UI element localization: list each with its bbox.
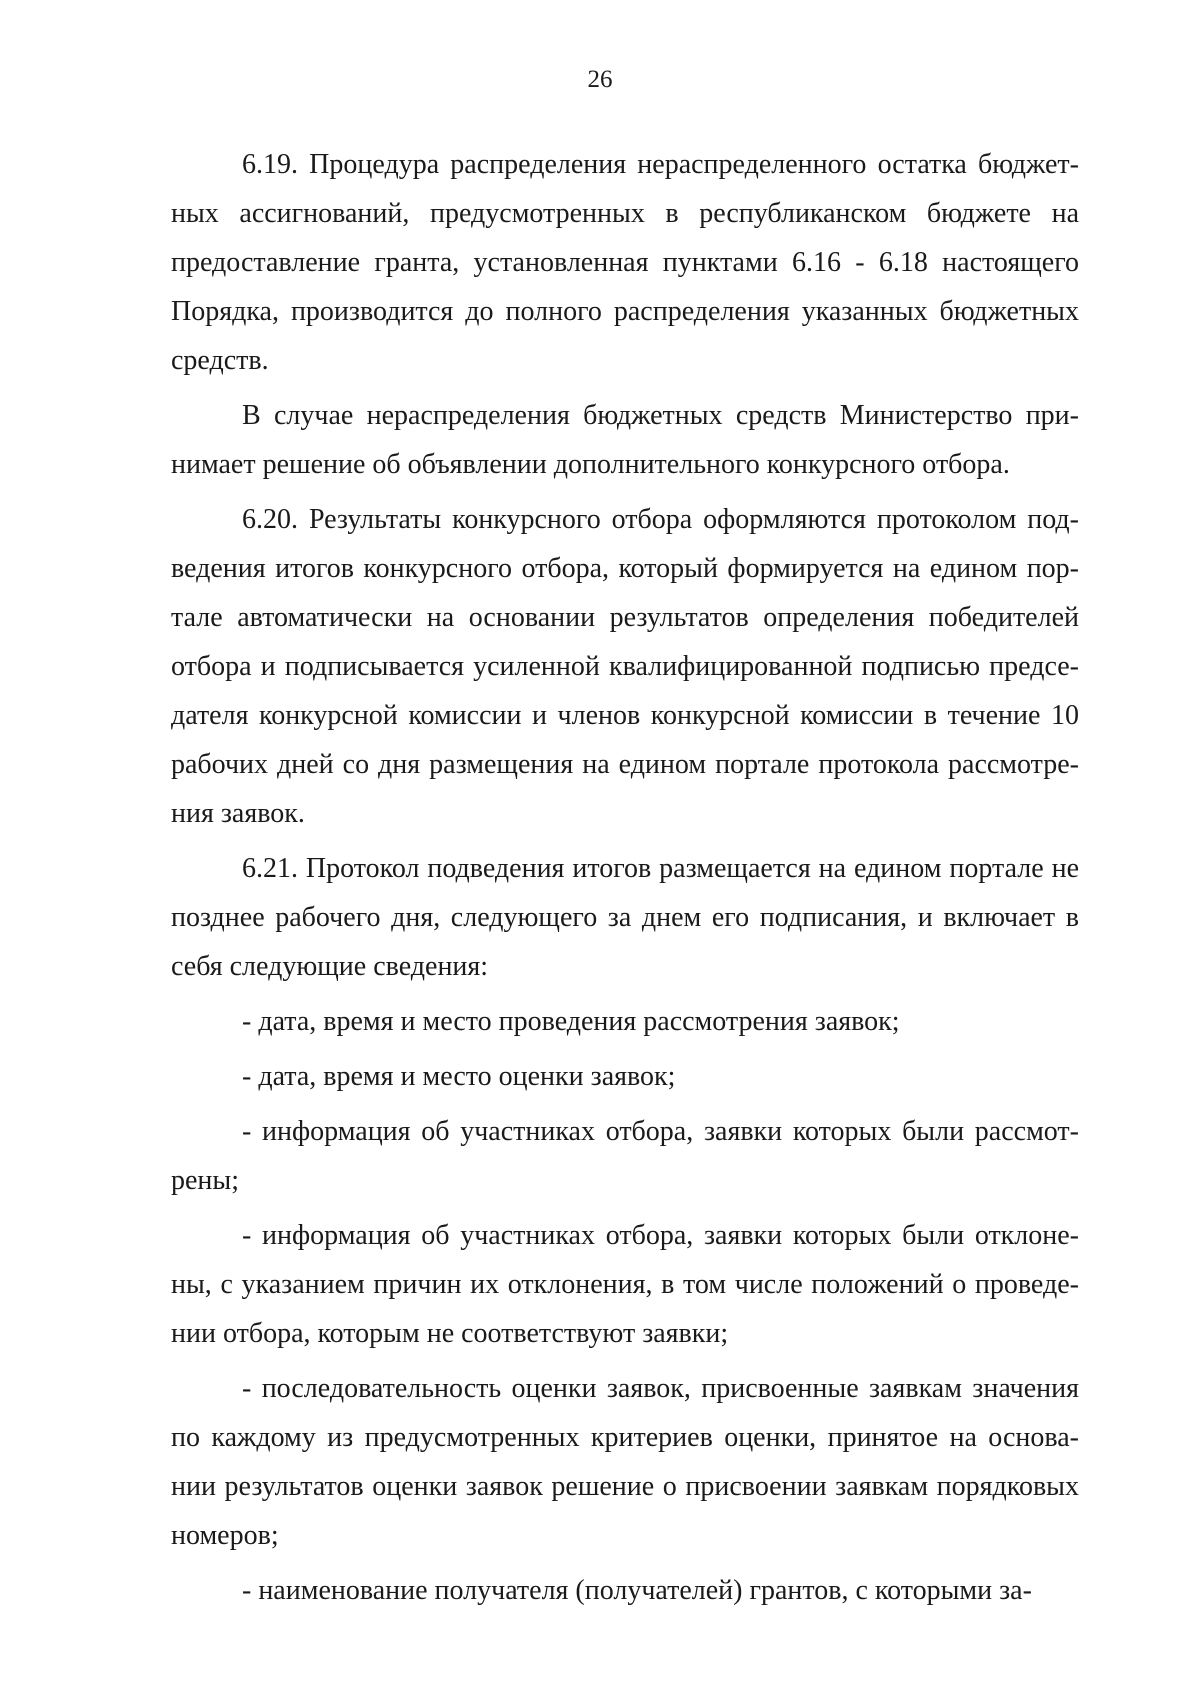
document-body — [171, 140, 1079, 1621]
list-item: - наименование получателя (получателей) грантов, с которыми за- — [242, 1575, 1032, 1606]
list-item: - дата, время и место оценки заявок; — [242, 1061, 676, 1092]
paragraph-6-20: 6.20. Результаты конкурсного отбора оформляются протоколом подведения итогов конкурсного отбора, который формируется на едином портале автоматически на основании результатов определения победителей отбора и подписывается усиленной квалифицированной подписью председателя конкурсной комиссии и членов конкурсной комиссии в течение 10 рабочих дней со дня размещения на едином портале протокола рассмотрения заявок. — [171, 504, 1079, 829]
list-item: - последовательность оценки заявок, присвоенные заявкам значения по каждому из предусмотренных критериев оценки, принятое на основании результатов оценки заявок решение о присвоении заявкам порядковых номеров; — [171, 1373, 1079, 1551]
paragraph-6-19: 6.19. Процедура распределения нераспределенного остатка бюджетных ассигнований, предусмотренных в республиканском бюджете на предоставление гранта, установленная пунктами 6.16 - 6.18 настоящего Порядка, производится до полного распределения указанных бюджетных средств. — [171, 149, 1079, 376]
list-item: - информация об участниках отбора, заявки которых были рассмотрены; — [171, 1116, 1079, 1196]
list-item: - информация об участниках отбора, заявки которых были отклонены, с указанием причин их отклонения, в том числе положений о проведении отбора, которым не соответствуют заявки; — [171, 1220, 1079, 1349]
page-number: 26 — [587, 66, 613, 93]
list-item: - дата, время и место проведения рассмотрения заявок; — [242, 1006, 900, 1037]
paragraph-6-21: 6.21. Протокол подведения итогов размещается на едином портале не позднее рабочего дня, следующего за днем его подписания, и включает в себя следующие сведения: — [171, 853, 1079, 982]
paragraph-6-19-continuation: В случае нераспределения бюджетных средств Министерство принимает решение об объявлении дополнительного конкурсного отбора. — [171, 400, 1079, 480]
